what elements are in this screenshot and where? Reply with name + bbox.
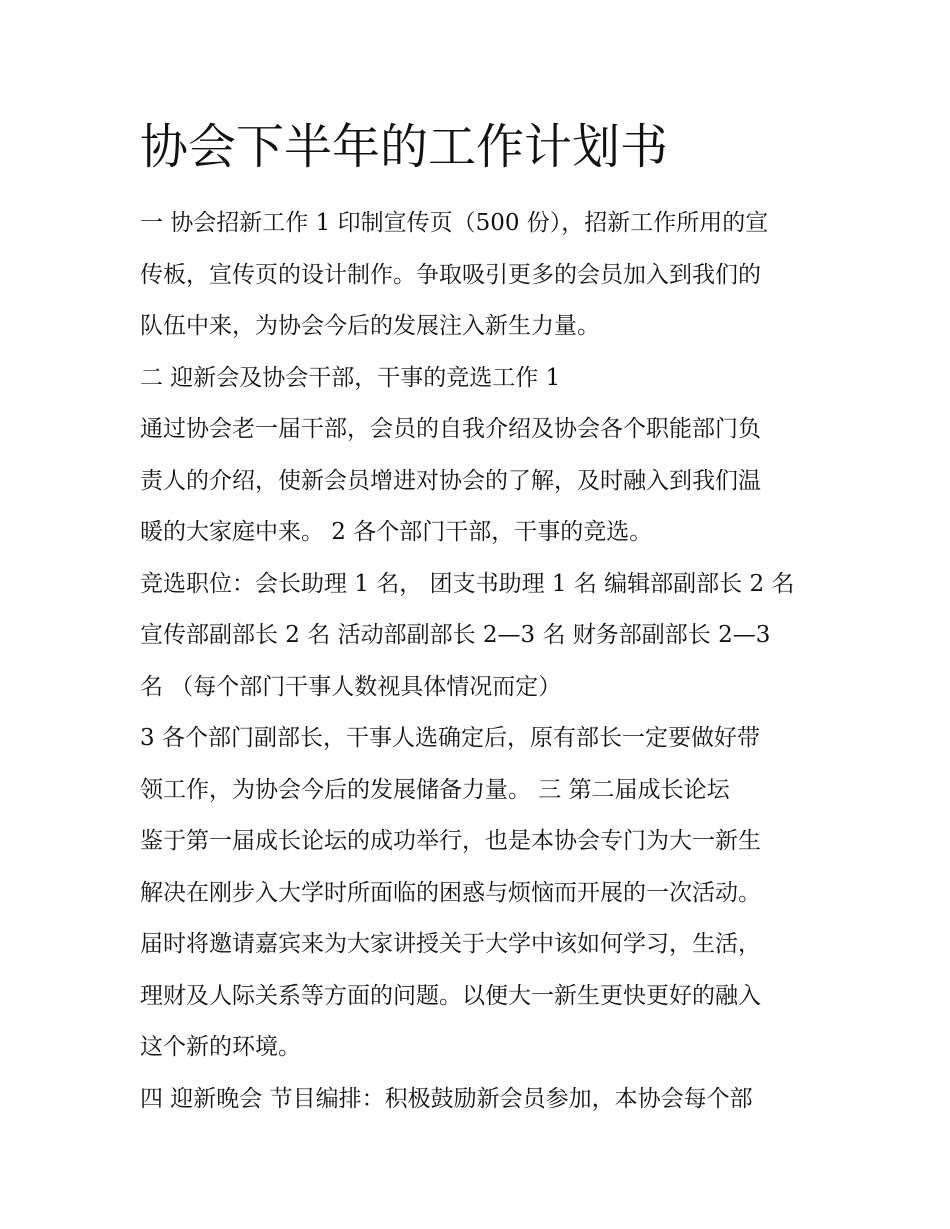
text-line: 这个新的环境。 bbox=[140, 1034, 301, 1060]
text-line: 通过协会老一届干部，会员的自我介绍及协会各个职能部门负 bbox=[140, 416, 761, 442]
text-line: 解决在刚步入大学时所面临的困惑与烦恼而开展的一次活动。 bbox=[140, 879, 761, 906]
text-line: 传板，宣传页的设计制作。争取吸引更多的会员加入到我们的 bbox=[140, 261, 761, 288]
document-body bbox=[140, 198, 820, 1125]
text-line: 队伍中来，为协会今后的发展注入新生力量。 bbox=[140, 313, 600, 339]
text-line: 名 （每个部门干事人数视具体情况而定） bbox=[140, 673, 562, 700]
text-line: 理财及人际关系等方面的问题。以便大一新生更快更好的融入 bbox=[140, 982, 761, 1009]
text-line: 届时将邀请嘉宾来为大家讲授关于大学中该如何学习，生活， bbox=[140, 931, 761, 957]
text-line: 暖的大家庭中来。 2 各个部门干部，干事的竞选。 bbox=[140, 519, 653, 545]
text-line: 一 协会招新工作 1 印制宣传页（500 份），招新工作所用的宣 bbox=[140, 210, 769, 236]
text-line: 领工作，为协会今后的发展储备力量。 三 第二届成长论坛 bbox=[140, 776, 730, 803]
text-line: 宣传部副部长 2 名 活动部副部长 2—3 名 财务部副部长 2—3 bbox=[140, 622, 771, 648]
text-line: 责人的介绍，使新会员增进对协会的了解，及时融入到我们温 bbox=[140, 467, 761, 494]
text-line: 二 迎新会及协会干部，干事的竞选工作 1 bbox=[140, 364, 561, 391]
text-line: 3 各个部门副部长，干事人选确定后，原有部长一定要做好带 bbox=[140, 725, 760, 751]
text-line: 竞选职位：会长助理 1 名， 团支书助理 1 名 编辑部副部长 2 名 bbox=[140, 570, 795, 597]
text-line: 四 迎新晚会 节目编排：积极鼓励新会员参加，本协会每个部 bbox=[140, 1085, 753, 1112]
document-title: 协会下半年的工作计划书 bbox=[140, 119, 669, 175]
text-line: 鉴于第一届成长论坛的成功举行，也是本协会专门为大一新生 bbox=[140, 828, 761, 854]
